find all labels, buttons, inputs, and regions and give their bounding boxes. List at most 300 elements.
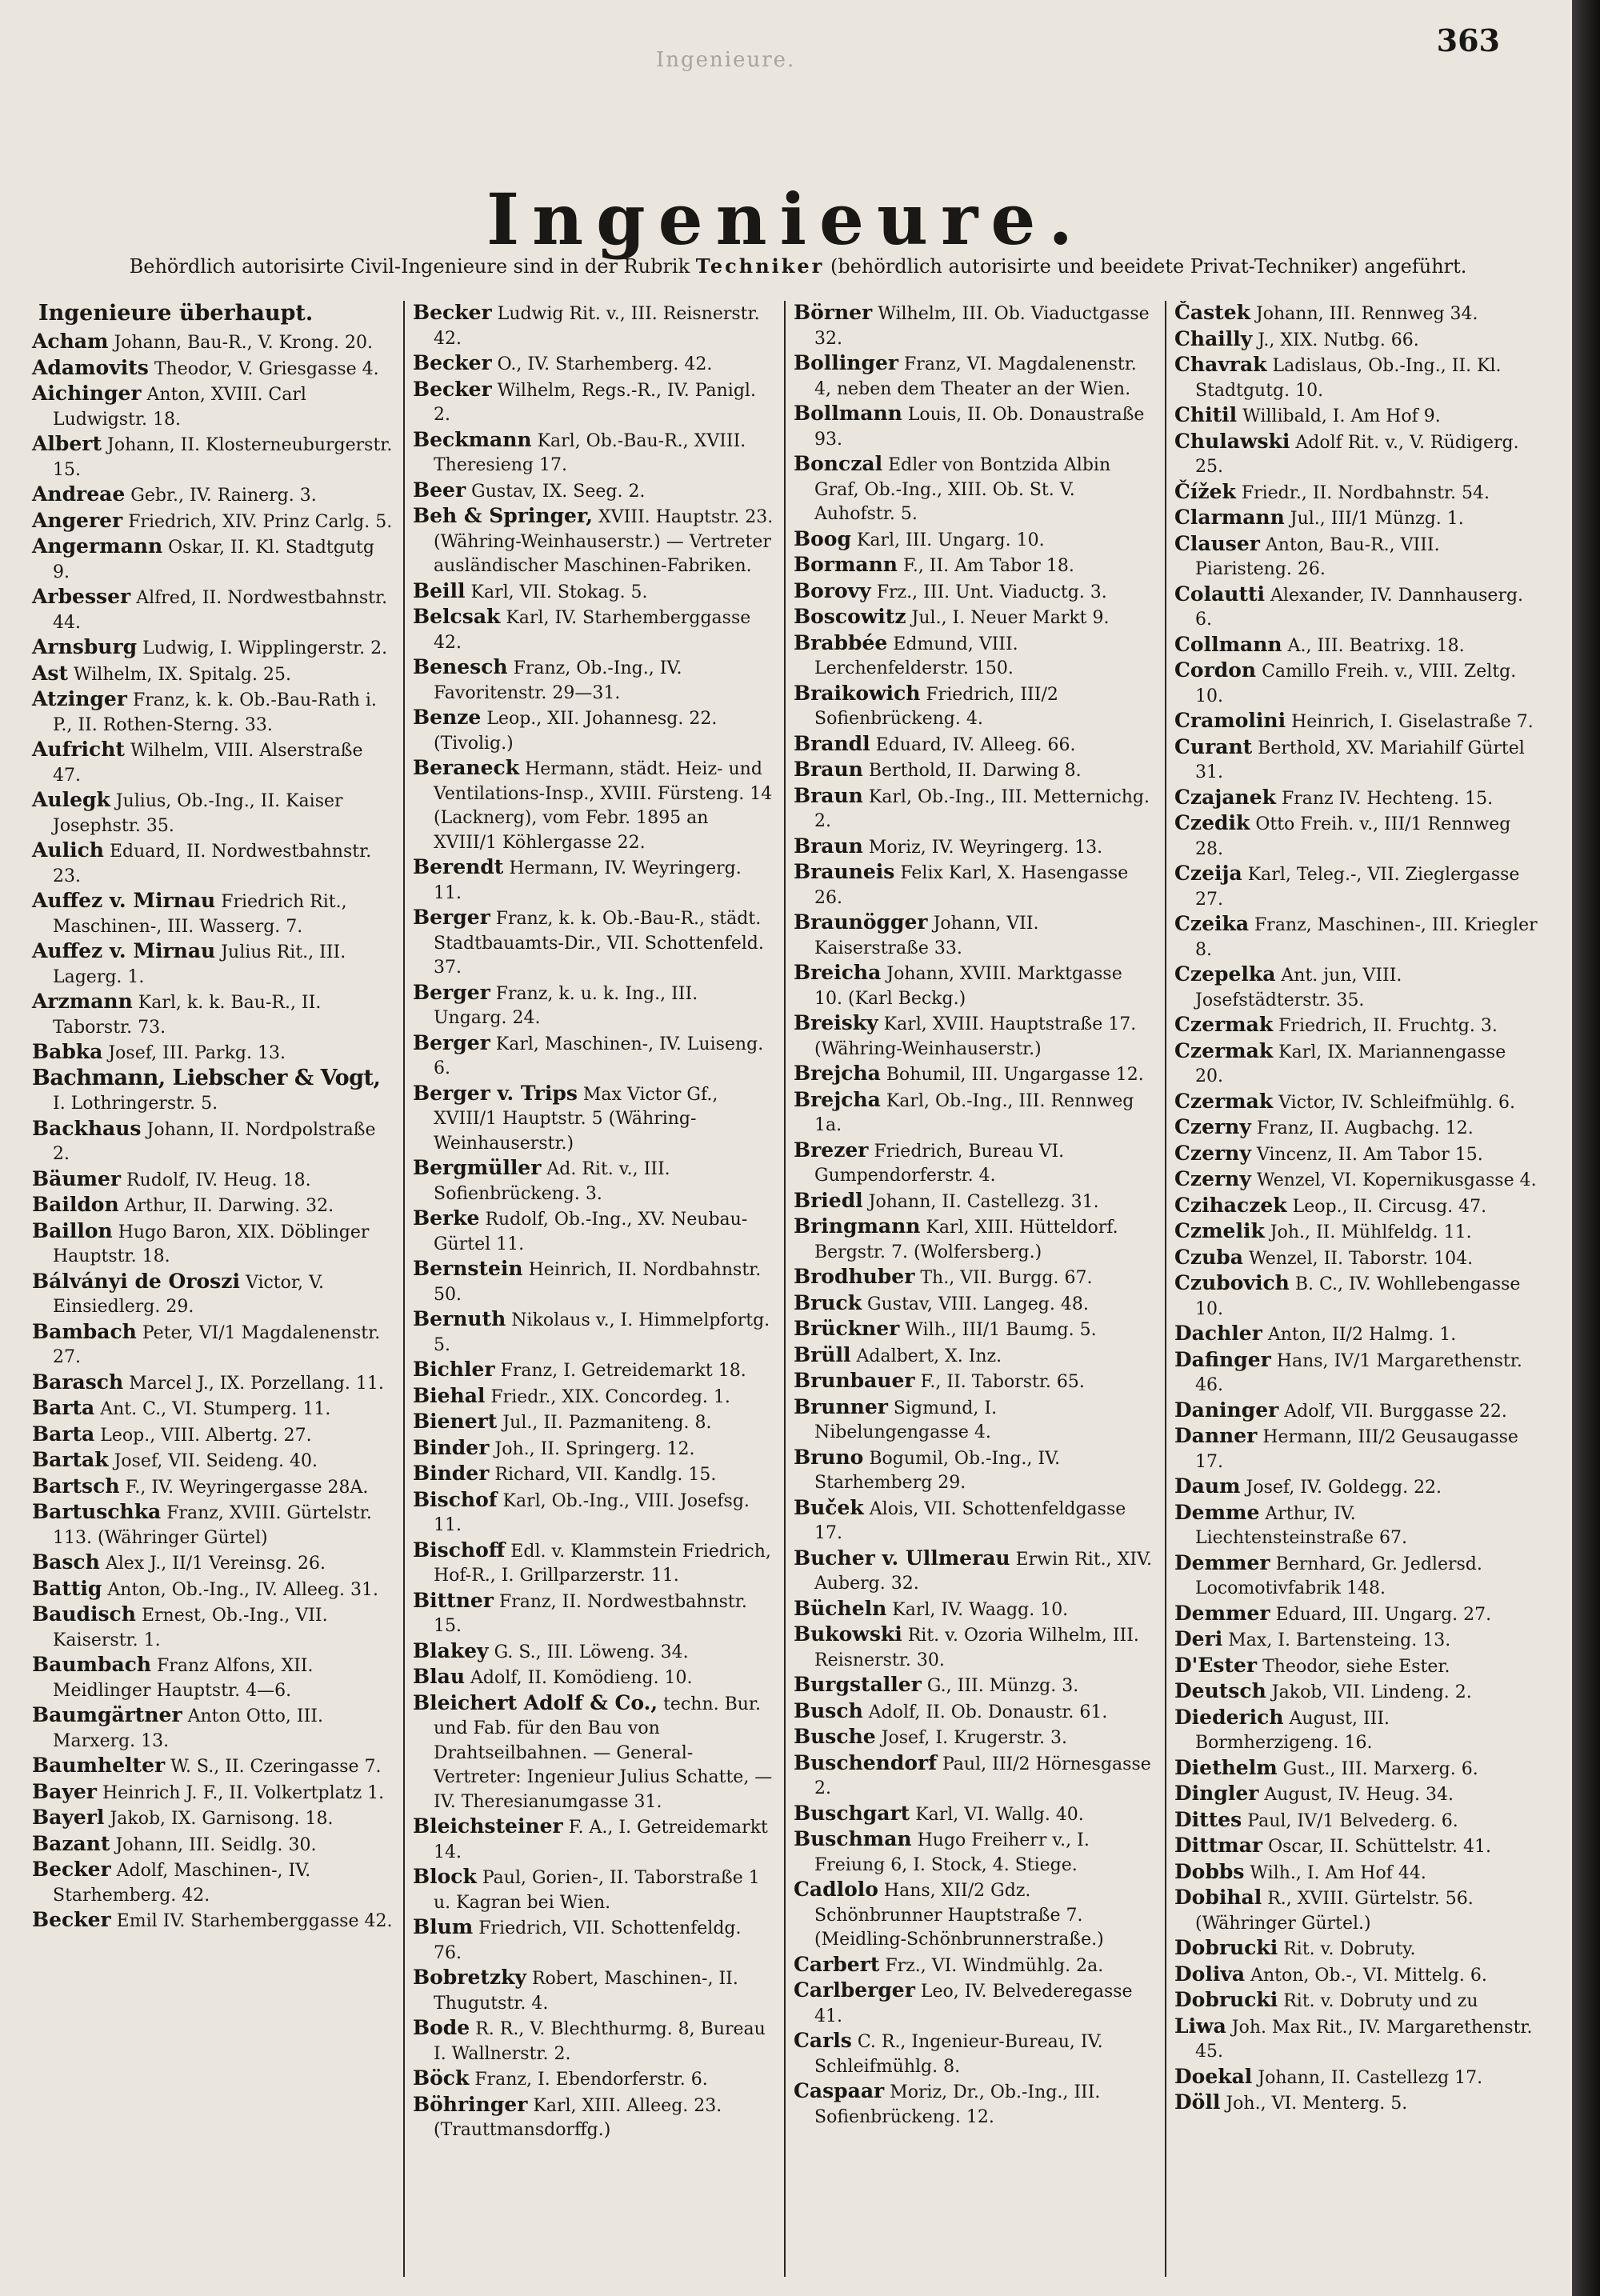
entry-name: Bischoff — [413, 1538, 506, 1562]
entry-details: Wilhelm, III. Ob. Viaductgasse 32. — [814, 304, 1150, 349]
entry-details: Anton, Ob.-, VI. Mittelg. 6. — [1250, 1965, 1487, 1986]
entry-name: Bruno — [794, 1445, 864, 1469]
directory-entry — [1174, 1474, 1538, 1501]
entry-name: Carls — [794, 2029, 852, 2052]
directory-entry — [32, 662, 394, 688]
entry-list — [794, 301, 1155, 2130]
page-edge-shadow — [1572, 0, 1600, 2296]
directory-entry — [413, 1384, 774, 1410]
entry-details: Louis, II. Ob. Donaustraße 93. — [814, 405, 1145, 450]
entry-details: Ad. Rit. v., III. Sofienbrückeng. 3. — [434, 1159, 670, 1204]
entry-details: Hermann, III/2 Geusaugasse 17. — [1195, 1427, 1518, 1472]
directory-entry — [794, 1699, 1155, 1726]
directory-entry — [1174, 1398, 1538, 1425]
entry-details: Robert, Maschinen-, II. Thugutstr. 4. — [434, 1969, 738, 2014]
directory-entry — [413, 1156, 774, 1206]
directory-entry — [794, 1546, 1155, 1597]
directory-entry — [413, 1915, 774, 1966]
directory-entry — [1174, 709, 1538, 735]
entry-name: Barta — [32, 1396, 95, 1419]
entry-details: Franz Alfons, XII. Meidlinger Hauptstr. 4—6. — [53, 1656, 314, 1701]
directory-entry — [794, 579, 1155, 606]
directory-entry — [413, 504, 774, 579]
entry-details: Adolf, VII. Burggasse 22. — [1284, 1401, 1507, 1422]
entry-name: Dobbs — [1174, 1859, 1245, 1883]
entry-name: Liwa — [1174, 2014, 1226, 2038]
entry-name: Becker — [32, 1908, 111, 1931]
directory-entry — [1174, 1219, 1538, 1246]
entry-details: Edler von Bontzida Albin Graf, Ob.-Ing., XIII. Ob. St. V. Auhofstr. 5. — [814, 455, 1111, 524]
entry-name: Dobrucki — [1174, 1936, 1278, 1959]
directory-entry — [794, 1317, 1155, 1343]
directory-entry — [794, 1265, 1155, 1291]
entry-details: Moriz, Dr., Ob.-Ing., III. Sofienbrückeng. 12. — [814, 2082, 1101, 2127]
directory-entry — [32, 1270, 394, 1320]
directory-entry — [32, 1193, 394, 1219]
entry-details: Emil IV. Starhemberggasse 42. — [116, 1911, 393, 1931]
entry-name: Baumbach — [32, 1653, 152, 1676]
entry-name: Bringmann — [794, 1214, 921, 1238]
entry-name: Berger v. Trips — [413, 1081, 578, 1105]
entry-details: C. R., Ingenieur-Bureau, IV. Schleifmühlg. 8. — [814, 2032, 1103, 2077]
directory-entry — [794, 1622, 1155, 1673]
directory-entry — [1174, 480, 1538, 506]
entry-details: Rudolf, IV. Heug. 18. — [126, 1170, 311, 1190]
entry-details: Anton, XVIII. Carl Ludwigstr. 18. — [53, 385, 306, 430]
directory-entry — [32, 356, 394, 382]
directory-entry — [794, 910, 1155, 961]
entry-name: Becker — [413, 377, 492, 401]
entry-details: Vincenz, II. Am Tabor 15. — [1256, 1144, 1483, 1165]
entry-name: Braun — [794, 834, 863, 858]
subtitle-bold: Techniker — [695, 254, 825, 278]
entry-details: Heinrich J. F., II. Volkertplatz 1. — [102, 1782, 385, 1803]
entry-name: Brauneis — [794, 860, 895, 883]
entry-list — [32, 330, 394, 1934]
entry-details: Hermann, städt. Heiz- und Ventilations-Insp., XVIII. Fürsteng. 14 (Lacknerg), vom Febr. 1895 an XVIII/1 Köhlergasse 22. — [434, 759, 773, 853]
entry-name: Burgstaller — [794, 1673, 922, 1696]
entry-name: Cramolini — [1174, 709, 1286, 732]
entry-name: Albert — [32, 432, 102, 455]
entry-details: Hermann, IV. Weyringerg. 11. — [434, 858, 742, 903]
entry-name: Beh & Springer, — [413, 504, 594, 527]
entry-name: Döll — [1174, 2090, 1221, 2114]
entry-name: Borovy — [794, 578, 871, 602]
directory-entry — [794, 1189, 1155, 1215]
entry-name: Bleichert Adolf & Co., — [413, 1690, 658, 1714]
entry-name: Biehal — [413, 1383, 486, 1407]
directory-entry — [32, 889, 394, 939]
column-3 — [786, 301, 1166, 2277]
entry-details: Joh., VI. Menterg. 5. — [1226, 2094, 1408, 2114]
entry-details: Leop., XII. Johannesg. 22. (Tivolig.) — [434, 709, 718, 754]
directory-entry — [794, 527, 1155, 554]
entry-details: Wilh., I. Am Hof 44. — [1250, 1862, 1426, 1883]
directory-entry — [32, 1448, 394, 1474]
directory-entry — [1174, 1782, 1538, 1808]
entry-name: Baudisch — [32, 1602, 136, 1626]
entry-name: Czepelka — [1174, 962, 1276, 986]
directory-entry — [1174, 1679, 1538, 1706]
entry-name: Dingler — [1174, 1782, 1259, 1805]
entry-name: Cordon — [1174, 658, 1257, 682]
entry-details: Joh., II. Mühlfeldg. 11. — [1270, 1222, 1472, 1242]
entry-name: Clarmann — [1174, 506, 1285, 529]
directory-entry — [1174, 1194, 1538, 1220]
entry-details: Karl, XIII. Hütteldorf. Bergstr. 7. (Wolfersberg.) — [814, 1218, 1118, 1262]
directory-entry — [794, 682, 1155, 732]
entry-name: Bachmann, Liebscher & Vogt, — [32, 1065, 381, 1090]
directory-entry — [1174, 1860, 1538, 1886]
directory-entry — [1174, 962, 1538, 1013]
subtitle-post: (behördlich autorisirte und beeidete Privat-Techniker) angeführt. — [830, 255, 1467, 278]
entry-name: Baumgärtner — [32, 1703, 182, 1726]
entry-name: Bücheln — [794, 1596, 887, 1620]
entry-details: Gust., III. Marxerg. 6. — [1282, 1758, 1478, 1779]
entry-details: Edmund, VIII. Lerchenfelderstr. 150. — [814, 634, 1018, 678]
entry-name: Bartak — [32, 1448, 109, 1471]
entry-details: Alexander, IV. Dannhauserg. 6. — [1195, 585, 1524, 630]
entry-details: Alfred, II. Nordwestbahnstr. 44. — [53, 588, 388, 633]
entry-details: G., III. Münzg. 3. — [926, 1676, 1079, 1696]
entry-details: Friedrich, II. Fruchtg. 3. — [1278, 1016, 1498, 1036]
entry-details: Jul., III/1 Münzg. 1. — [1290, 509, 1464, 529]
entry-details: J., XIX. Nutbg. 66. — [1258, 330, 1419, 350]
entry-details: Karl, VI. Wallg. 40. — [915, 1804, 1084, 1825]
entry-details: Bernhard, Gr. Jedlersd. Locomotivfabrik 148. — [1195, 1554, 1482, 1598]
entry-name: Briedl — [794, 1188, 863, 1212]
entry-details: Franz, k. u. k. Ing., III. Ungarg. 24. — [434, 983, 698, 1028]
directory-entry — [413, 378, 774, 428]
directory-entry — [1174, 1988, 1538, 2014]
directory-entry — [794, 1496, 1155, 1546]
directory-entry — [1174, 1322, 1538, 1348]
entry-name: Berke — [413, 1206, 480, 1230]
entry-name: Bollinger — [794, 351, 899, 374]
entry-name: Bálványi de Oroszi — [32, 1269, 240, 1293]
directory-entry — [413, 655, 774, 706]
entry-name: Clauser — [1174, 531, 1260, 555]
entry-details: Frz., III. Unt. Viaductg. 3. — [876, 582, 1107, 602]
directory-entry — [32, 1396, 394, 1422]
directory-entry — [1174, 1834, 1538, 1860]
entry-details: F., IV. Weyringergasse 28A. — [125, 1477, 369, 1498]
entry-name: Chavrak — [1174, 353, 1267, 376]
entry-details: August, III. Bormherzigeng. 16. — [1195, 1708, 1390, 1753]
column-1 — [24, 301, 405, 2277]
entry-name: Breisky — [794, 1011, 878, 1034]
entry-name: Barasch — [32, 1370, 124, 1394]
entry-name: Börner — [794, 301, 873, 324]
entry-details: R. R., V. Blechthurmg. 8, Bureau I. Wallnerstr. 2. — [434, 2019, 766, 2064]
entry-details: Johann, II. Castellezg. 31. — [868, 1191, 1099, 1212]
directory-entry — [1174, 1654, 1538, 1680]
directory-entry — [32, 330, 394, 356]
entry-name: Aufricht — [32, 738, 125, 761]
entry-name: Brabbée — [794, 630, 888, 654]
entry-name: Častek — [1174, 301, 1250, 324]
entry-details: Adolf, Maschinen-, IV. Starhemberg. 42. — [53, 1861, 311, 1906]
entry-name: Dachler — [1174, 1322, 1262, 1345]
entry-name: Diethelm — [1174, 1755, 1278, 1779]
entry-details: Bohumil, III. Ungargasse 12. — [886, 1065, 1144, 1085]
directory-entry — [794, 1725, 1155, 1751]
directory-entry — [1174, 301, 1538, 327]
directory-entry — [32, 482, 394, 509]
entry-details: Johann, II. Castellezg 17. — [1258, 2067, 1483, 2088]
entry-name: Brodhuber — [794, 1265, 915, 1288]
entry-name: Brunner — [794, 1394, 888, 1418]
entry-name: Czermak — [1174, 1013, 1274, 1036]
entry-details: Edl. v. Klammstein Friedrich, Hof-R., I. Grillparzerstr. 11. — [434, 1541, 771, 1586]
directory-entry — [413, 1538, 774, 1589]
entry-name: Beer — [413, 478, 466, 502]
entry-details: Hugo Freiherr v., I. Freiung 6, I. Stock, 4. Stiege. — [814, 1830, 1090, 1875]
entry-name: Aichinger — [32, 382, 142, 405]
entry-name: Doliva — [1174, 1962, 1246, 1986]
entry-details: Wilhelm, IX. Spitalg. 25. — [74, 664, 291, 685]
entry-name: Atzinger — [32, 687, 127, 710]
directory-entry — [794, 1369, 1155, 1395]
directory-entry — [794, 1953, 1155, 1979]
entry-list — [1174, 301, 1538, 2117]
directory-entry — [413, 351, 774, 378]
entry-name: Chulawski — [1174, 429, 1290, 453]
entry-details: Karl, Maschinen-, IV. Luiseng. 6. — [434, 1034, 764, 1078]
directory-entry — [1174, 2014, 1538, 2065]
entry-details: Wilh., III/1 Baumg. 5. — [905, 1320, 1097, 1340]
directory-entry — [32, 990, 394, 1040]
entry-details: F. A., I. Getreidemarkt 14. — [434, 1818, 768, 1862]
entry-details: Alois, VII. Schottenfeldgasse 17. — [814, 1498, 1126, 1543]
entry-name: Bittner — [413, 1588, 494, 1612]
column-2 — [405, 301, 786, 2277]
directory-entry — [1174, 1424, 1538, 1474]
entry-name: Brückner — [794, 1317, 900, 1340]
directory-entry — [413, 1206, 774, 1257]
entry-name: Danner — [1174, 1424, 1258, 1447]
entry-details: Oscar, II. Schüttelstr. 41. — [1268, 1837, 1491, 1857]
entry-name: Becker — [413, 351, 492, 374]
entry-name: Dittes — [1174, 1807, 1242, 1831]
entry-details: Friedrich, Bureau VI. Gumpendorferstr. 4. — [814, 1141, 1065, 1186]
entry-details: Berthold, II. Darwing 8. — [868, 761, 1082, 781]
directory-entry — [32, 1806, 394, 1832]
entry-name: Bambach — [32, 1319, 137, 1343]
directory-entry — [794, 1291, 1155, 1318]
directory-entry — [794, 1011, 1155, 1062]
entry-details: B. C., IV. Wohllebengasse 10. — [1195, 1274, 1521, 1319]
entry-details: Franz, I. Getreidemarkt 18. — [500, 1361, 746, 1381]
directory-entry — [794, 605, 1155, 631]
directory-entry — [413, 2093, 774, 2143]
entry-details: Theodor, V. Griesgasse 4. — [154, 358, 379, 379]
entry-name: Busch — [794, 1698, 863, 1722]
directory-entry — [413, 1082, 774, 1157]
entry-name: Block — [413, 1865, 477, 1888]
entry-details: Ludwig Rit. v., III. Reisnerstr. 42. — [434, 304, 760, 349]
directory-entry — [1174, 735, 1538, 786]
directory-entry — [32, 1066, 394, 1117]
directory-entry — [794, 784, 1155, 834]
directory-entry — [1174, 1627, 1538, 1654]
directory-entry — [1174, 1039, 1538, 1090]
directory-entry — [1174, 1936, 1538, 1962]
directory-entry — [794, 1878, 1155, 1953]
entry-details: Frz., VI. Windmühlg. 2a. — [885, 1955, 1104, 1976]
entry-name: Baildon — [32, 1193, 119, 1216]
entry-details: Karl, IV. Waagg. 10. — [892, 1599, 1069, 1620]
entry-name: Backhaus — [32, 1116, 142, 1140]
entry-details: Max Victor Gf., XVIII/1 Hauptstr. 5 (Währing-Weinhauserstr.) — [434, 1084, 718, 1154]
entry-details: Franz, VI. Magdalenenstr. 4, neben dem Theater an der Wien. — [814, 354, 1137, 399]
entry-name: Brandl — [794, 731, 870, 755]
directory-entry — [1174, 1501, 1538, 1551]
entry-details: Ant. jun, VIII. Josefstädterstr. 35. — [1195, 966, 1402, 1010]
entry-name: Basch — [32, 1550, 100, 1574]
entry-details: Wilhelm, Regs.-R., IV. Panigl. 2. — [434, 380, 756, 425]
directory-entry — [32, 1908, 394, 1934]
directory-entry — [794, 1802, 1155, 1828]
entry-details: Gustav, VIII. Langeg. 48. — [867, 1294, 1089, 1314]
directory-entry — [794, 631, 1155, 682]
entry-details: Adalbert, X. Inz. — [856, 1346, 1002, 1366]
entry-details: Arthur, IV. Liechtensteinstraße 67. — [1195, 1503, 1407, 1548]
directory-entry — [413, 301, 774, 351]
entry-name: Beraneck — [413, 756, 520, 779]
entry-details: Franz, XVIII. Gürtelstr. 113. (Währinger Gürtel) — [53, 1503, 372, 1548]
entry-details: Franz, k. k. Ob.-Bau-Rath i. P., II. Rothen-Sterng. 33. — [53, 690, 377, 735]
entry-name: Carbert — [794, 1952, 880, 1976]
directory-entry — [32, 738, 394, 788]
directory-entry — [794, 1395, 1155, 1446]
directory-entry — [1174, 582, 1538, 633]
entry-name: Czerny — [1174, 1115, 1251, 1138]
entry-details: Otto Freih. v., III/1 Rennweg 28. — [1195, 814, 1511, 859]
entry-details: Anton, Bau-R., VIII. Piaristeng. 26. — [1195, 534, 1440, 579]
directory-entry — [1174, 1167, 1538, 1194]
directory-entry — [1174, 658, 1538, 709]
entry-details: G. S., III. Löweng. 34. — [494, 1642, 689, 1662]
entry-details: Anton, Ob.-Ing., IV. Alleeg. 31. — [107, 1579, 378, 1600]
entry-details: Heinrich, II. Nordbahnstr. 50. — [434, 1260, 762, 1305]
directory-entry — [413, 605, 774, 655]
directory-entry — [32, 1754, 394, 1780]
entry-details: Victor, IV. Schleifmühlg. 6. — [1278, 1092, 1515, 1113]
entry-details: Johann, II. Klosterneuburgerstr. 15. — [53, 435, 393, 480]
directory-entry — [32, 1653, 394, 1703]
entry-name: Czuba — [1174, 1245, 1243, 1269]
entry-name: Czedik — [1174, 811, 1250, 834]
entry-details: Friedrich, III/2 Sofienbrückeng. 4. — [814, 684, 1058, 729]
entry-name: Chailly — [1174, 326, 1253, 350]
directory-entry — [32, 635, 394, 662]
entry-details: Hugo Baron, XIX. Döblinger Hauptstr. 18. — [53, 1222, 370, 1266]
directory-entry — [1174, 1551, 1538, 1602]
entry-details: Paul, IV/1 Belvederg. 6. — [1247, 1810, 1458, 1831]
entry-name: Battig — [32, 1576, 102, 1600]
directory-entry — [794, 402, 1155, 452]
page-number: 363 — [1436, 22, 1500, 58]
entry-name: Cadlolo — [794, 1878, 878, 1901]
entry-details: Eduard, IV. Alleeg. 66. — [875, 734, 1076, 755]
entry-details: Jul., II. Pazmaniteng. 8. — [502, 1413, 712, 1433]
entry-details: Berthold, XV. Mariahilf Gürtel 31. — [1195, 738, 1525, 782]
directory-entry — [1174, 1348, 1538, 1398]
directory-entry — [413, 1865, 774, 1915]
directory-entry — [794, 1751, 1155, 1802]
entry-details: Rit. v. Dobruty. — [1283, 1939, 1416, 1959]
directory-entry — [32, 1320, 394, 1370]
entry-name: Arnsburg — [32, 635, 138, 658]
directory-entry — [794, 351, 1155, 402]
directory-entry — [1174, 1962, 1538, 1989]
entry-details: Wenzel, VI. Kopernikusgasse 4. — [1256, 1170, 1537, 1190]
entry-details: Rudolf, Ob.-Ing., XV. Neubau-Gürtel 11. — [434, 1210, 748, 1254]
entry-name: Bukowski — [794, 1622, 902, 1646]
entry-name: Doekal — [1174, 2064, 1253, 2088]
entry-name: Braun — [794, 783, 863, 807]
subtitle-pre: Behördlich autorisirte Civil-Ingenieure sind in der Rubrik — [129, 255, 690, 278]
entry-name: Čížek — [1174, 479, 1236, 503]
entry-name: Czihaczek — [1174, 1193, 1287, 1217]
entry-details: Franz, k. k. Ob.-Bau-R., städt. Stadtbauamts-Dir., VII. Schottenfeld. 37. — [434, 909, 764, 978]
directory-entry — [32, 1219, 394, 1270]
entry-name: Braikowich — [794, 681, 921, 705]
entry-name: Dobrucki — [1174, 1988, 1278, 2011]
directory-entry — [794, 1446, 1155, 1496]
directory-entry — [32, 939, 394, 990]
entry-details: Franz, Ob.-Ing., IV. Favoritenstr. 29—31. — [434, 658, 682, 703]
entry-name: Bienert — [413, 1410, 498, 1433]
entry-name: Brejcha — [794, 1087, 881, 1111]
entry-name: Adamovits — [32, 355, 149, 379]
entry-name: D'Ester — [1174, 1653, 1258, 1677]
entry-name: Aulegk — [32, 788, 110, 811]
entry-name: Böhringer — [413, 2092, 528, 2116]
entry-details: Jakob, IX. Garnisong. 18. — [110, 1809, 334, 1829]
directory-entry — [32, 1500, 394, 1550]
directory-entry — [413, 2016, 774, 2066]
entry-name: Brüll — [794, 1342, 851, 1366]
directory-entry — [413, 1462, 774, 1488]
entry-name: Bode — [413, 2016, 470, 2039]
directory-entry — [413, 1814, 774, 1865]
entry-details: Erwin Rit., XIV. Auberg. 32. — [814, 1549, 1153, 1594]
entry-name: Buček — [794, 1495, 864, 1519]
entry-details: Ernest, Ob.-Ing., VII. Kaiserstr. 1. — [53, 1606, 328, 1650]
directory-entry — [794, 758, 1155, 784]
entry-details: Friedrich Rit., Maschinen-, III. Wasserg. 7. — [53, 892, 347, 937]
entry-details: Karl, IV. Starhemberggasse 42. — [434, 608, 751, 653]
directory-entry — [794, 961, 1155, 1011]
entry-name: Bartuschka — [32, 1500, 162, 1523]
directory-entry — [32, 1370, 394, 1397]
entry-details: Josef, VII. Seideng. 40. — [114, 1451, 318, 1471]
entry-details: Alex J., II/1 Vereinsg. 26. — [105, 1554, 326, 1574]
entry-name: Diederich — [1174, 1705, 1284, 1729]
entry-name: Berger — [413, 980, 490, 1004]
entry-name: Colautti — [1174, 582, 1266, 606]
directory-entry — [794, 732, 1155, 758]
entry-name: Dafinger — [1174, 1347, 1271, 1371]
entry-name: Acham — [32, 330, 109, 353]
directory-entry — [1174, 1142, 1538, 1168]
directory-entry — [1174, 1246, 1538, 1272]
entry-name: Chitil — [1174, 403, 1238, 426]
entry-details: Karl, III. Ungarg. 10. — [856, 530, 1045, 550]
directory-entry — [1174, 811, 1538, 862]
